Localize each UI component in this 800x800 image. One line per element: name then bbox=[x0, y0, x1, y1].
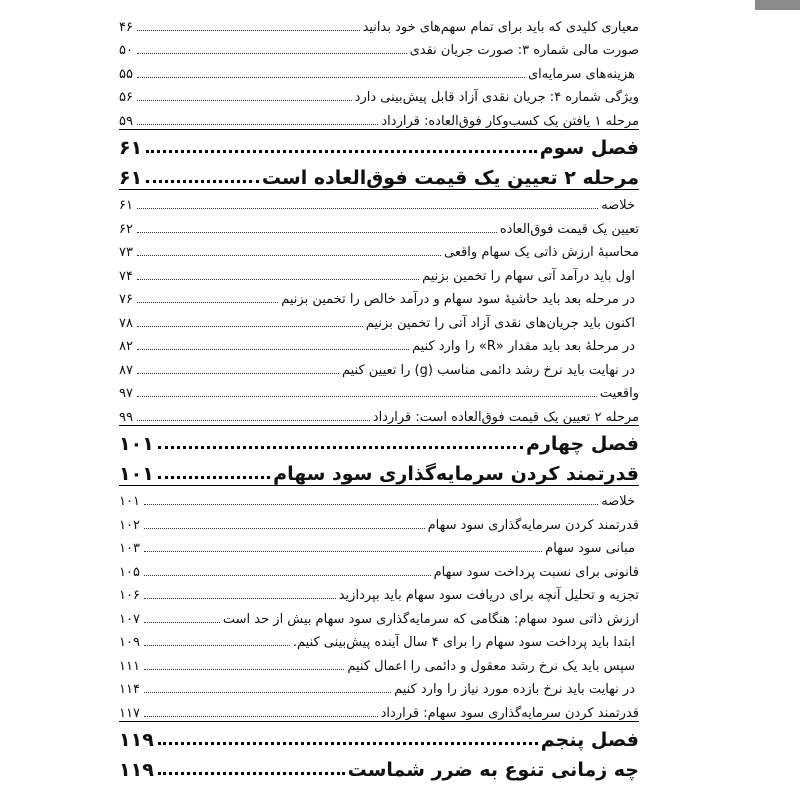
toc-entry-page: ۷۳ bbox=[119, 245, 133, 260]
toc-entry-page: ۱۱۴ bbox=[119, 682, 140, 697]
dot-leader bbox=[144, 645, 290, 646]
toc-entry-title: واقعیت bbox=[599, 386, 639, 401]
chapter-page: ۶۱ bbox=[119, 137, 143, 159]
toc-entry-page: ۱۱۱ bbox=[119, 658, 140, 674]
toc-entry[interactable] bbox=[119, 354, 639, 378]
toc-entry[interactable] bbox=[119, 486, 639, 510]
toc-entry-title: ارزش ذاتی سود سهام: هنگامی که سرمایه‌گذاری سود سهام بیش از حد است bbox=[222, 611, 639, 627]
toc-entry-title: ویژگی شماره ۴: جریان نقدی آزاد قابل پیش‌بینی دارد bbox=[354, 90, 639, 105]
toc-entry-page: ۶۱ bbox=[119, 198, 133, 213]
toc-entry-page: ۱۰۱ bbox=[119, 494, 140, 509]
toc-entry[interactable] bbox=[119, 697, 639, 721]
dot-leader bbox=[137, 255, 441, 256]
toc-entry-title: قانونی برای نسبت پرداخت سود سهام bbox=[433, 564, 639, 580]
toc-entry-page: ۹۷ bbox=[119, 386, 133, 401]
dot-leader bbox=[144, 669, 344, 670]
toc-entry[interactable] bbox=[119, 284, 639, 308]
toc-entry[interactable] bbox=[119, 260, 639, 284]
dot-leader bbox=[144, 598, 336, 599]
toc-entry[interactable] bbox=[119, 674, 639, 698]
toc-entry[interactable] bbox=[119, 378, 639, 402]
dot-leader bbox=[146, 150, 537, 153]
toc-entry-page: ۴۶ bbox=[119, 19, 133, 35]
section-title: چه زمانی تنوع به ضرر شماست bbox=[347, 758, 639, 781]
toc-entry-page: ۱۰۶ bbox=[119, 588, 140, 603]
toc-entry-title: تجزیه و تحلیل آنچه برای دریافت سود سهام باید بپردازید bbox=[338, 588, 639, 603]
toc-entry-page: ۵۹ bbox=[119, 113, 133, 129]
chapter-title: فصل چهارم bbox=[526, 433, 639, 455]
toc-entry-title: ابتدا باید پرداخت سود سهام را برای ۴ سال آینده پیش‌بینی کنیم. bbox=[292, 635, 635, 650]
toc-entry-title: محاسبهٔ ارزش ذاتی یک سهام واقعی bbox=[443, 245, 639, 260]
page-corner-tab bbox=[755, 0, 800, 10]
dot-leader bbox=[137, 232, 497, 233]
toc-entry[interactable] bbox=[119, 627, 639, 651]
toc-entry-page: ۵۰ bbox=[119, 43, 133, 58]
toc-entry-title: معیاری کلیدی که باید برای تمام سهم‌های خود بدانید bbox=[362, 19, 639, 35]
toc-entry-page: ۸۲ bbox=[119, 339, 133, 354]
dot-leader bbox=[137, 124, 378, 125]
section-heading[interactable] bbox=[119, 751, 639, 781]
toc-entry-title: مبانی سود سهام bbox=[545, 541, 635, 556]
chapter-title: فصل سوم bbox=[539, 137, 639, 159]
toc-entry[interactable] bbox=[119, 509, 639, 533]
toc-entry[interactable] bbox=[119, 35, 639, 59]
toc-entry-page: ۱۰۹ bbox=[119, 635, 140, 650]
toc-entry[interactable] bbox=[119, 401, 639, 425]
toc-entry-page: ۱۰۷ bbox=[119, 611, 140, 627]
toc-entry-page: ۶۲ bbox=[119, 221, 133, 237]
dot-leader bbox=[158, 446, 523, 449]
toc-entry-page: ۵۵ bbox=[119, 66, 133, 82]
dot-leader bbox=[144, 551, 542, 552]
section-heading[interactable] bbox=[119, 159, 639, 189]
toc-entry[interactable] bbox=[119, 213, 639, 237]
toc-entry-page: ۵۶ bbox=[119, 90, 133, 105]
toc-entry-title: در مرحله بعد باید حاشیهٔ سود سهام و درآمد خالص را تخمین بزنیم bbox=[281, 292, 635, 307]
dot-leader bbox=[144, 504, 598, 505]
toc-entry-title: سپس باید یک نرخ رشد معقول و دائمی را اعمال کنیم bbox=[347, 658, 635, 674]
toc-entry[interactable] bbox=[119, 307, 639, 331]
toc-entry-title: مرحله ۱ یافتن یک کسب‌وکار فوق‌العاده: قرارداد bbox=[381, 113, 639, 129]
toc-entry-title: قدرتمند کردن سرمایه‌گذاری سود سهام bbox=[427, 517, 639, 533]
dot-leader bbox=[146, 180, 259, 183]
section-page: ۱۰۱ bbox=[119, 462, 154, 485]
chapter-title: فصل پنجم bbox=[540, 729, 639, 751]
toc-entry-title: قدرتمند کردن سرمایه‌گذاری سود سهام: قرارداد bbox=[380, 705, 639, 721]
dot-leader bbox=[137, 396, 597, 397]
toc-entry-title: هزینه‌های سرمایه‌ای bbox=[527, 66, 635, 82]
toc-entry-page: ۷۴ bbox=[119, 268, 133, 284]
section-page: ۱۱۹ bbox=[119, 758, 154, 781]
toc-entry[interactable] bbox=[119, 603, 639, 627]
dot-leader bbox=[137, 420, 370, 421]
chapter-heading[interactable] bbox=[119, 722, 639, 752]
dot-leader bbox=[137, 30, 360, 31]
dot-leader bbox=[144, 622, 220, 623]
dot-leader bbox=[144, 716, 378, 717]
toc-entry-title: در نهایت باید نرخ بازده مورد نیاز را وارد کنیم bbox=[394, 682, 635, 697]
toc-entry[interactable] bbox=[119, 650, 639, 674]
chapter-heading[interactable] bbox=[119, 130, 639, 160]
toc-entry[interactable] bbox=[119, 11, 639, 35]
dot-leader bbox=[137, 373, 339, 374]
toc-entry-title: در مرحلهٔ بعد باید مقدار «R» را وارد کنیم bbox=[411, 339, 635, 354]
dot-leader bbox=[137, 302, 278, 303]
dot-leader bbox=[158, 772, 345, 775]
toc-entry[interactable] bbox=[119, 105, 639, 129]
toc-entry-page: ۱۱۷ bbox=[119, 705, 140, 721]
dot-leader bbox=[137, 100, 352, 101]
section-title: مرحله ۲ تعیین یک قیمت فوق‌العاده است bbox=[261, 166, 639, 189]
toc-entry-title: اکنون باید جریان‌های نقدی آزاد آتی را تخمین بزنیم bbox=[365, 315, 635, 331]
toc-entry-title: خلاصه bbox=[601, 494, 635, 509]
section-heading[interactable] bbox=[119, 455, 639, 485]
dot-leader bbox=[144, 575, 431, 576]
toc-entry-page: ۱۰۲ bbox=[119, 517, 140, 533]
chapter-page: ۱۰۱ bbox=[119, 433, 154, 455]
toc-entry[interactable] bbox=[119, 580, 639, 604]
toc-entry-page: ۱۰۳ bbox=[119, 541, 140, 556]
toc-entry-page: ۱۰۵ bbox=[119, 564, 140, 580]
dot-leader bbox=[137, 53, 407, 54]
toc-entry[interactable] bbox=[119, 237, 639, 261]
table-of-contents bbox=[119, 11, 639, 781]
toc-entry[interactable] bbox=[119, 331, 639, 355]
dot-leader bbox=[137, 279, 419, 280]
toc-entry[interactable] bbox=[119, 190, 639, 214]
toc-entry-page: ۷۶ bbox=[119, 292, 133, 307]
toc-entry-page: ۸۷ bbox=[119, 362, 133, 378]
toc-entry[interactable] bbox=[119, 82, 639, 106]
dot-leader bbox=[137, 326, 363, 327]
section-page: ۶۱ bbox=[119, 166, 143, 189]
toc-entry-title: در نهایت باید نرخ رشد دائمی مناسب (g) را تعیین کنیم bbox=[341, 362, 635, 378]
dot-leader bbox=[144, 692, 391, 693]
toc-entry-title: خلاصه bbox=[601, 198, 635, 213]
dot-leader bbox=[158, 742, 538, 745]
chapter-page: ۱۱۹ bbox=[119, 729, 154, 751]
dot-leader bbox=[144, 528, 425, 529]
section-title: قدرتمند کردن سرمایه‌گذاری سود سهام bbox=[273, 462, 639, 485]
toc-entry-title: مرحله ۲ تعیین یک قیمت فوق‌العاده است: قرارداد bbox=[372, 409, 639, 425]
dot-leader bbox=[137, 208, 598, 209]
toc-entry[interactable] bbox=[119, 58, 639, 82]
dot-leader bbox=[137, 77, 525, 78]
toc-entry-page: ۷۸ bbox=[119, 315, 133, 331]
toc-entry-title: اول باید درآمد آتی سهام را تخمین بزنیم bbox=[422, 268, 635, 284]
toc-entry[interactable] bbox=[119, 533, 639, 557]
toc-entry-title: تعیین یک قیمت فوق‌العاده bbox=[499, 221, 639, 237]
toc-entry[interactable] bbox=[119, 556, 639, 580]
chapter-heading[interactable] bbox=[119, 426, 639, 456]
toc-entry-title: صورت مالی شماره ۳: صورت جریان نقدی bbox=[409, 43, 639, 58]
dot-leader bbox=[158, 476, 270, 479]
toc-entry-page: ۹۹ bbox=[119, 409, 133, 425]
dot-leader bbox=[137, 349, 409, 350]
